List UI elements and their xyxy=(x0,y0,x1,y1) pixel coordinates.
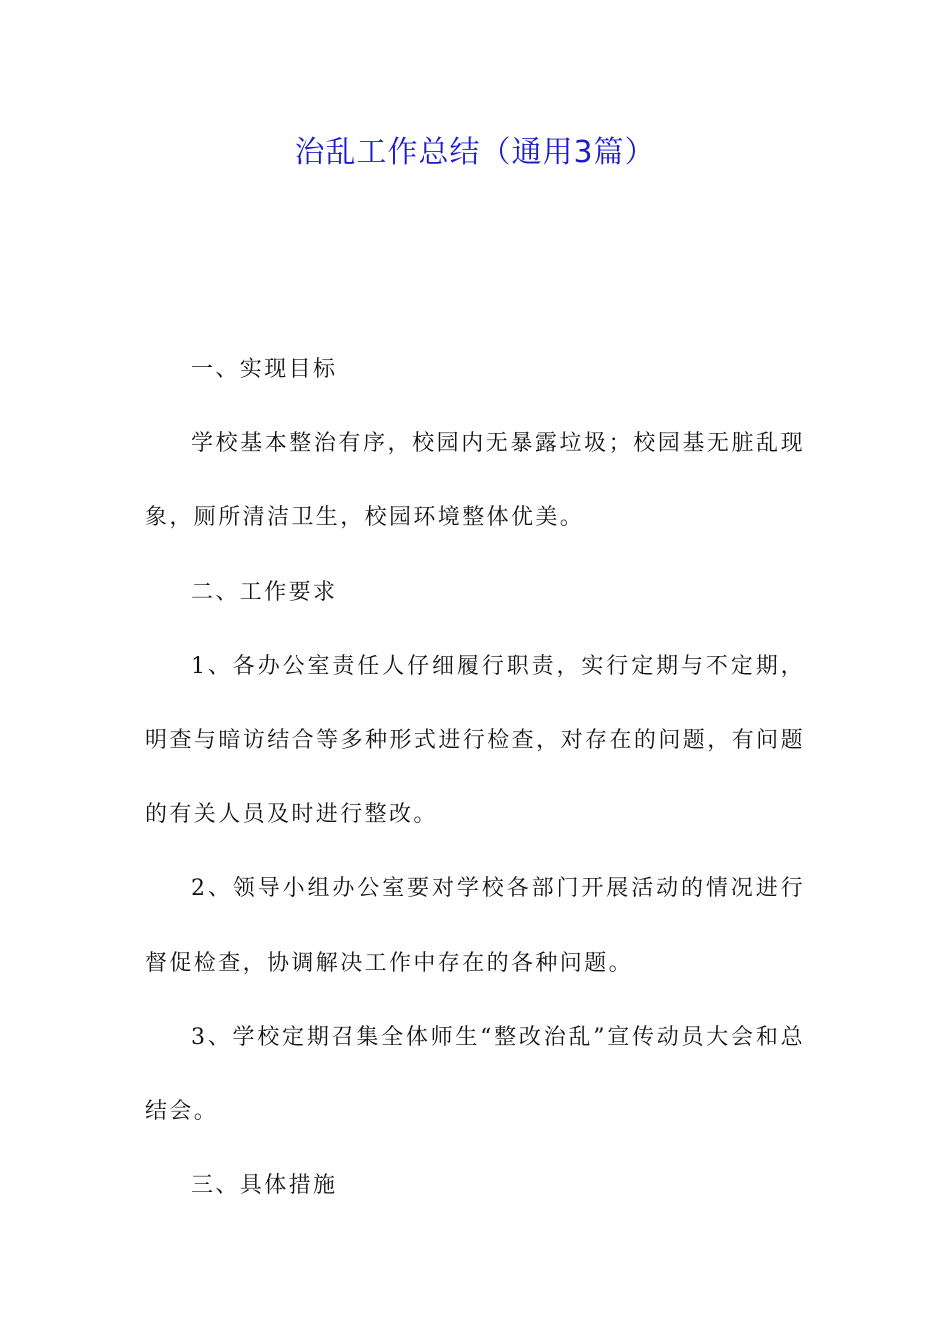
document-title: 治乱工作总结（通用3篇） xyxy=(294,135,656,170)
paragraph-requirement-1: 1、各办公室责任人仔细履行职责，实行定期与不定期，明查与暗访结合等多种形式进行检查，对存在的问题，有问题的有关人员及时进行整改。 xyxy=(145,653,805,828)
document-body xyxy=(145,333,805,1223)
paragraph-requirement-3: 3、学校定期召集全体师生“整改治乱”宣传动员大会和总结会。 xyxy=(145,1024,805,1125)
section-heading-requirements: 二、工作要求 xyxy=(191,579,338,605)
section-heading-measures: 三、具体措施 xyxy=(191,1173,338,1199)
paragraph-requirement-2: 2、领导小组办公室要对学校各部门开展活动的情况进行督促检查，协调解决工作中存在的各种问题。 xyxy=(145,876,805,976)
section-heading-goals: 一、实现目标 xyxy=(191,357,338,382)
paragraph-goals: 学校基本整治有序，校园内无暴露垃圾；校园基无脏乱现象，厕所清洁卫生，校园环境整体优美。 xyxy=(145,431,805,531)
